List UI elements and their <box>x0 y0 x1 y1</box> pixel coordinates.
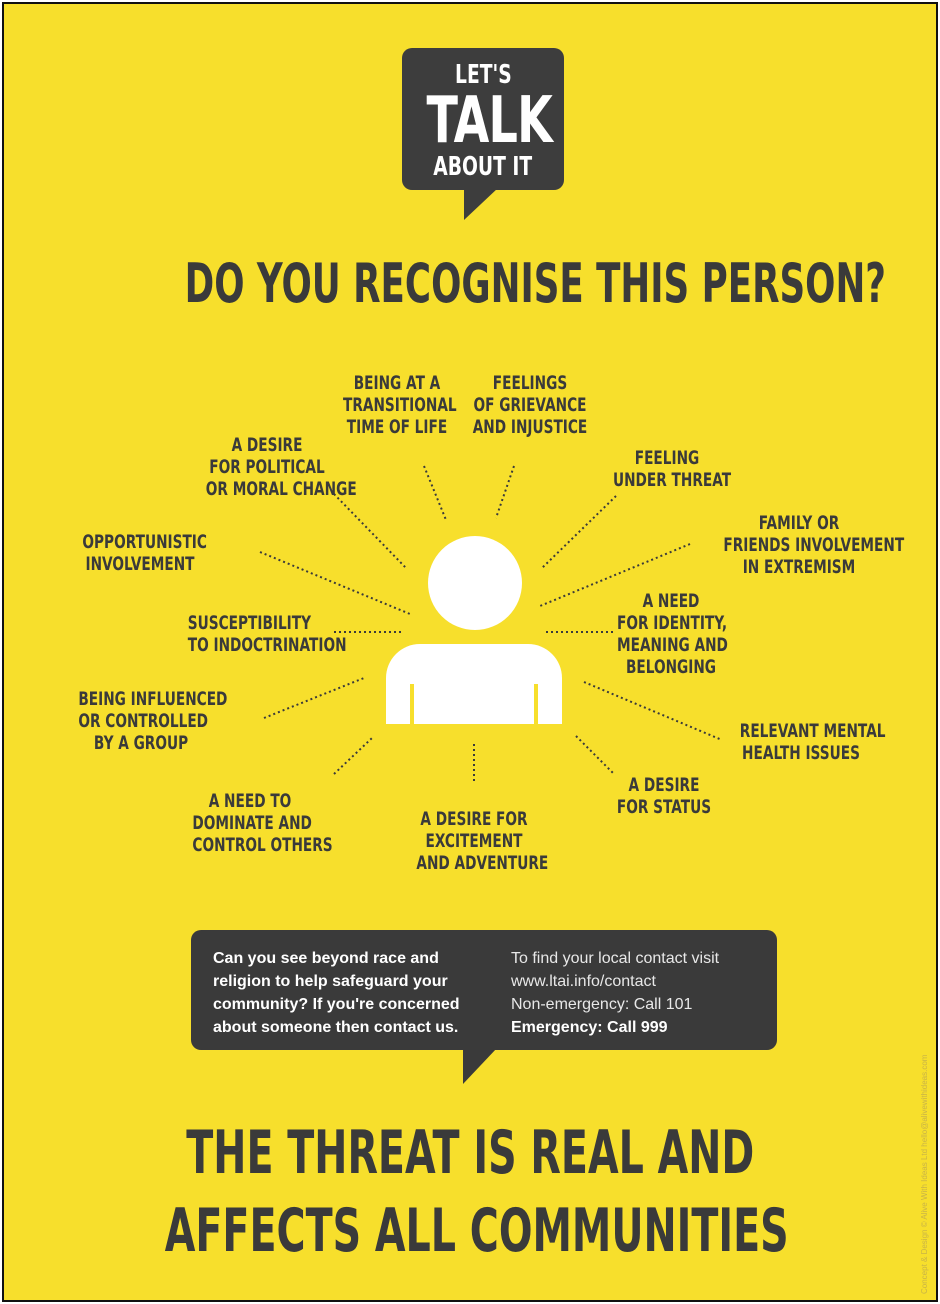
ray-grievance <box>496 466 514 518</box>
ray-opportunistic <box>260 552 410 614</box>
ray-dominate <box>334 738 372 774</box>
factor-family: FAMILY OR FRIENDS INVOLVEMENT IN EXTREMISM <box>723 512 905 578</box>
factor-group: BEING INFLUENCED OR CONTROLLED BY A GROUP <box>78 688 228 754</box>
factor-mental: RELEVANT MENTAL HEALTH ISSUES <box>739 720 886 764</box>
contact-message: Can you see beyond race and religion to help safeguard your community? If you're concerned about someone then contact us. <box>213 950 460 1036</box>
factor-excitement: A DESIRE FOR EXCITEMENT AND ADVENTURE <box>416 808 549 874</box>
footer-slogan <box>4 1118 936 1278</box>
factor-transitional: BEING AT A TRANSITIONAL TIME OF LIFE <box>343 372 457 438</box>
contact-intro: To find your local contact visit <box>511 950 720 967</box>
factor-identity: A NEED FOR IDENTITY, MEANING AND BELONGING <box>617 590 728 678</box>
factor-indoctrination: SUSCEPTIBILITY TO INDOCTRINATION <box>187 612 347 656</box>
ray-group <box>264 678 364 718</box>
logo-line-2: TALK <box>426 84 553 158</box>
ray-transitional <box>424 466 446 520</box>
design-credit: Concept & Design © Alive With Ideas Ltd hello@alivewithideas.com <box>920 1054 929 1294</box>
factor-opportunistic: OPPORTUNISTIC INVOLVEMENT <box>82 531 207 575</box>
factor-dominate: A NEED TO DOMINATE AND CONTROL OTHERS <box>192 790 333 856</box>
ray-mental <box>584 682 722 740</box>
footer-line-2: AFFECTS ALL COMMUNITIES <box>164 1196 789 1266</box>
factor-political: A DESIRE FOR POLITICAL OR MORAL CHANGE <box>205 434 357 500</box>
person-arm-right <box>534 684 538 724</box>
ray-threat <box>542 496 616 568</box>
poster <box>2 2 938 1302</box>
headline-text: DO YOU RECOGNISE THIS PERSON? <box>184 252 886 315</box>
factor-threat: FEELING UNDER THREAT <box>613 447 732 491</box>
factor-grievance: FEELINGS OF GRIEVANCE AND INJUSTICE <box>472 372 588 438</box>
contact-bubble <box>191 930 777 1050</box>
contact-link[interactable]: www.ltai.info/contact <box>511 973 656 990</box>
factor-status: A DESIRE FOR STATUS <box>616 774 712 818</box>
non-emergency-number: Non-emergency: Call 101 <box>511 996 693 1013</box>
contact-details <box>511 947 719 1039</box>
person-head <box>428 536 522 630</box>
ray-political <box>334 494 406 568</box>
logo-line-1: LET'S <box>454 60 512 90</box>
person-arm-left <box>410 684 414 724</box>
footer-line-1: THE THREAT IS REAL AND <box>186 1118 754 1188</box>
ray-status <box>576 736 614 774</box>
logo-line-3: ABOUT IT <box>433 152 533 182</box>
emergency-number: Emergency: Call 999 <box>511 1019 668 1036</box>
